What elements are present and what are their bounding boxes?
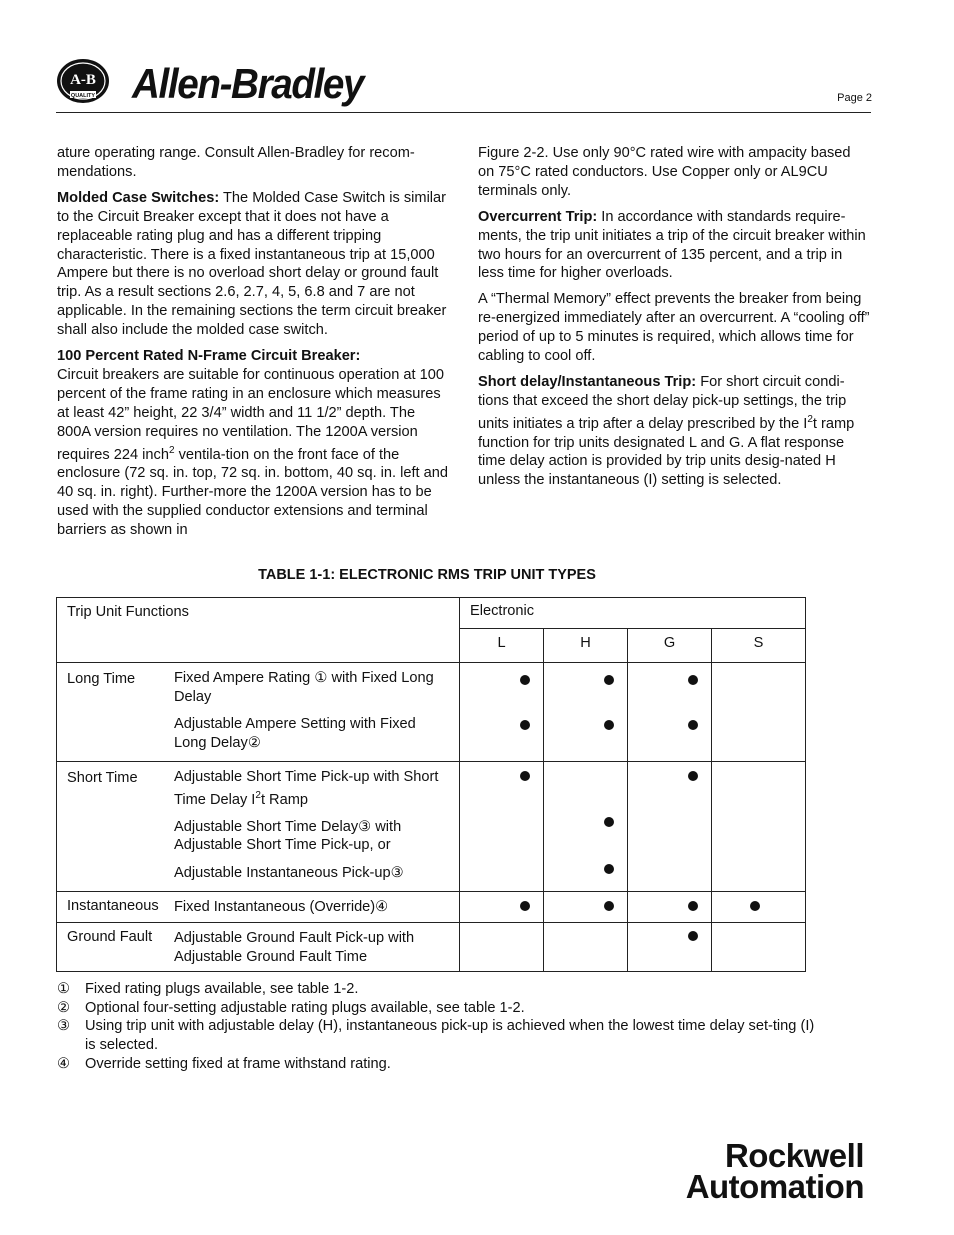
function-item: Adjustable Short Time Delay③ with Adjustable Short Time Pick-up, or <box>174 818 402 854</box>
paragraph: A “Thermal Memory” effect prevents the breaker from being re-energized immediately after an overcurrent. A “cooling off” period of up to 5 minutes is required, which allows time for cabling to cool off. <box>478 291 870 365</box>
brand-line: Automation <box>685 1168 864 1205</box>
group-name: Instantaneous <box>67 898 159 915</box>
footnote-marker: ② <box>57 999 71 1016</box>
paragraph-heading: 100 Percent Rated N-Frame Circuit Breaker: <box>57 348 361 365</box>
func-header: Trip Unit Functions <box>57 598 460 663</box>
bullet-dot <box>520 675 530 685</box>
bullet-dot <box>688 901 698 911</box>
table-row <box>57 762 806 892</box>
header-rule <box>56 112 871 113</box>
function-cell <box>57 762 460 892</box>
bullet-dot <box>604 720 614 730</box>
cell-s <box>712 892 806 923</box>
function-item: Fixed Instantaneous (Override)④ <box>174 899 389 916</box>
bullet-dot <box>688 720 698 730</box>
function-item: Adjustable Instantaneous Pick-up③ <box>174 864 404 881</box>
footnote-text: Optional four-setting adjustable rating plugs available, see table 1-2. <box>85 999 525 1016</box>
cell-h <box>544 923 628 972</box>
bullet-dot <box>688 931 698 941</box>
col-header-g: G <box>628 629 712 663</box>
bullet-dot <box>520 901 530 911</box>
logo-subtext: QUALITY <box>70 93 96 99</box>
allen-bradley-logo <box>56 58 110 104</box>
function-item: Adjustable Ampere Setting with Fixed Long Delay② <box>174 716 416 751</box>
paragraph-heading: Overcurrent Trip: <box>478 208 598 225</box>
footnote-marker: ④ <box>57 1055 71 1072</box>
cell-h <box>544 762 628 892</box>
footnote-marker: ③ <box>57 1018 71 1035</box>
left-column <box>57 144 449 547</box>
cell-s <box>712 762 806 892</box>
cell-h <box>544 663 628 762</box>
cell-s <box>712 923 806 972</box>
group-name: Short Time <box>67 770 138 786</box>
group-name: Ground Fault <box>67 929 153 946</box>
bullet-dot <box>520 720 530 730</box>
table-row <box>57 892 806 923</box>
cell-g <box>628 762 712 892</box>
function-cell <box>57 923 460 972</box>
paragraph <box>478 373 870 490</box>
col-header-l: L <box>460 629 544 663</box>
paragraph-heading: Short delay/Instantaneous Trip: <box>478 373 697 390</box>
table-header-row <box>57 598 806 629</box>
superscript: 2 <box>255 789 261 801</box>
bullet-dot <box>688 771 698 781</box>
table-row <box>57 663 806 762</box>
rockwell-automation-logo <box>616 1137 864 1205</box>
footnote <box>57 1017 827 1054</box>
superscript: 2 <box>807 413 813 425</box>
right-column <box>478 144 870 497</box>
bullet-dot <box>688 675 698 685</box>
brand-wordmark: Allen-Bradley <box>132 60 364 107</box>
cell-h <box>544 892 628 923</box>
bullet-dot <box>604 901 614 911</box>
group-name: Long Time <box>67 671 136 687</box>
paragraph-body: The Molded Case Switch is similar to the Circuit Breaker except that it does not have a replaceable rating plug and has a different tripping characteristic. There is a fixed instantaneous trip at 15,000 Ampere but there is no overload short delay or ground fault trip. As a result sections 2.6, 2.7, 4, 5, 6.8 and 7 are not applicable. In the remaining sections the term circuit breaker shall also include the molded case switch. <box>57 189 447 339</box>
superscript: 2 <box>168 444 175 456</box>
item-text: Adjustable Short Time Pick-up with Short Time Delay I <box>174 769 439 808</box>
brand-line: Rockwell <box>724 1137 864 1174</box>
paragraph: Figure 2-2. Use only 90°C rated wire with ampacity based on 75°C rated conductors. Use Copper only or AL9CU terminals only. <box>478 145 851 199</box>
bullet-dot <box>520 771 530 781</box>
footnote-text: Using trip unit with adjustable delay (H), instantaneous pick-up is achieved when the lowest time delay set-ting (I) is selected. <box>85 1018 815 1054</box>
paragraph <box>478 208 870 284</box>
bullet-dot <box>750 901 760 911</box>
bullet-dot <box>604 817 614 827</box>
footnote-text: Override setting fixed at frame withstand rating. <box>85 1055 391 1072</box>
paragraph-body: For short circuit condi-tions that exceed the short delay pick-up settings, the trip units initiates a trip after a delay prescribed by the I <box>478 373 847 432</box>
paragraph-body: ventila-tion on the front face of the enclosure (72 sq. in. top, 72 sq. in. bottom, 40 sq. in. left and 40 sq. in. right). Further-more the 1200A version has to be used with the supplied conductor extensions and terminal barriers as shown in <box>57 446 449 539</box>
paragraph <box>57 189 449 340</box>
function-cell <box>57 892 460 923</box>
footnote <box>57 980 827 999</box>
table-title: TABLE 1-1: ELECTRONIC RMS TRIP UNIT TYPES <box>258 567 596 583</box>
item-text: t Ramp <box>260 791 308 808</box>
paragraph <box>57 347 449 540</box>
footnote-text: Fixed rating plugs available, see table 1-2. <box>85 981 359 997</box>
cell-l <box>460 762 544 892</box>
cell-l <box>460 923 544 972</box>
function-item: Adjustable Ground Fault Pick-up with Adjustable Ground Fault Time <box>174 930 415 965</box>
footnotes <box>57 980 827 1074</box>
table-row <box>57 923 806 972</box>
paragraph-heading: Molded Case Switches: <box>57 189 220 206</box>
cell-s <box>712 663 806 762</box>
cell-g <box>628 892 712 923</box>
paragraph-body: t ramp function for trip units designated L and G. A flat response time delay action is provided by trip units desig-nated H unless the instantaneous (I) setting is selected. <box>478 415 855 489</box>
cell-g <box>628 663 712 762</box>
footnote <box>57 999 827 1018</box>
footnote <box>57 1055 827 1074</box>
trip-unit-table <box>56 597 806 972</box>
paragraph: ature operating range. Consult Allen-Bradley for recom-mendations. <box>57 145 415 180</box>
paragraph-body: Circuit breakers are suitable for continuous operation at 100 percent of the frame rating in an enclosure which measures at least 42” height, 22 3/4” width and 11 1/2” depth. The 800A version requires no ventilation. The 1200A version requires 224 inch <box>57 366 444 463</box>
logo-text: A-B <box>70 72 96 88</box>
bullet-dot <box>604 864 614 874</box>
paragraph-body: In accordance with standards require-ments, the trip unit initiates a trip of the circuit breaker within two hours for an overcurrent of 135 percent, and a trip in less time for higher overloads. <box>478 208 866 282</box>
cell-g <box>628 923 712 972</box>
bullet-dot <box>604 675 614 685</box>
function-item: Fixed Ampere Rating ① with Fixed Long Delay <box>174 670 434 705</box>
col-header-s: S <box>712 629 806 663</box>
cell-l <box>460 663 544 762</box>
cell-l <box>460 892 544 923</box>
electronic-header: Electronic <box>460 598 806 629</box>
col-header-h: H <box>544 629 628 663</box>
footnote-marker: ① <box>57 981 71 997</box>
function-cell <box>57 663 460 762</box>
function-item <box>174 768 444 809</box>
page-number: Page 2 <box>837 92 872 104</box>
